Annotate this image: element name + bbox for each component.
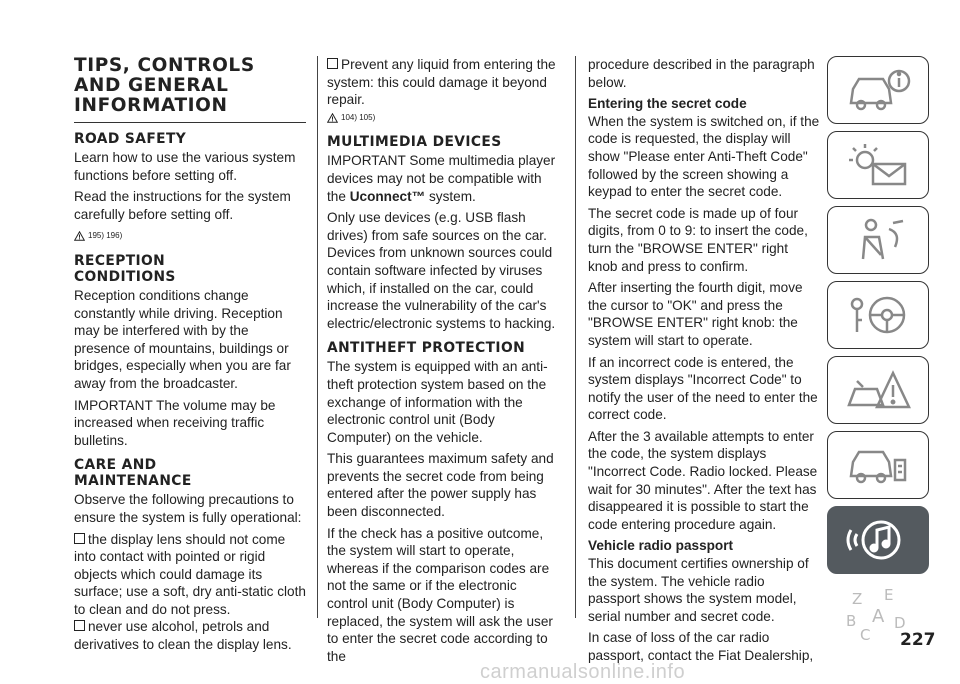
car-info-icon bbox=[843, 65, 913, 115]
road-hazard-icon bbox=[843, 365, 913, 415]
section-title-main bbox=[74, 56, 306, 123]
bullet-text: never use alcohol, petrols and derivatives to clean the display lens. bbox=[74, 619, 292, 653]
warning-triangle-icon bbox=[327, 113, 338, 123]
paragraph: Only use devices (e.g. USB flash drives) from safe sources on the car. Devices from unknown sources could contain software infected by viruses which, if installed on the car, could increase the vulnerability of the car's electric/electronic systems to hacking. bbox=[327, 210, 556, 331]
title-line: CARE AND bbox=[74, 457, 157, 474]
paragraph: This document certifies ownership of the system. The vehicle radio passport shows the system model, serial number and secret code. bbox=[588, 556, 809, 624]
steering-key-icon bbox=[843, 290, 913, 340]
reference-numbers: 104) 105) bbox=[341, 112, 376, 122]
title-line: CONDITIONS bbox=[74, 268, 176, 285]
tab-warning-lights[interactable] bbox=[827, 131, 929, 199]
bullet-square-icon bbox=[74, 533, 85, 544]
svg-text:A: A bbox=[872, 606, 885, 627]
watermark: carmanualsonline.info bbox=[480, 661, 686, 683]
paragraph: The secret code is made up of four digits, from 0 to 9: to insert the code, turn the "BROWSE ENTER" right knob and press to confirm. bbox=[588, 205, 808, 274]
tab-starting-driving[interactable] bbox=[827, 281, 929, 349]
column-divider bbox=[575, 56, 576, 618]
bullet-text: Prevent any liquid from entering the system: this could damage it beyond repair. bbox=[327, 57, 556, 108]
bullet-item bbox=[74, 618, 306, 653]
text: system. bbox=[429, 188, 476, 204]
svg-text:Z: Z bbox=[852, 590, 863, 608]
svg-text:E: E bbox=[884, 586, 894, 604]
page-number: 227 bbox=[900, 630, 936, 650]
bullet-square-icon bbox=[74, 620, 85, 631]
title-line: TIPS, CONTROLS bbox=[74, 55, 255, 76]
reference-numbers: 195) 196) bbox=[88, 231, 123, 241]
column-divider bbox=[317, 56, 318, 618]
paragraph: After inserting the fourth digit, move the cursor to "OK" and press the "BROWSE ENTER" right knob: the system will start to operate. bbox=[588, 280, 803, 348]
svg-text:B: B bbox=[846, 612, 857, 630]
paragraph: If an incorrect code is entered, the system displays "Incorrect Code" to notify the user of the need to enter the correct code. bbox=[588, 354, 818, 423]
tab-maintenance[interactable] bbox=[827, 431, 929, 499]
column-1 bbox=[74, 56, 306, 658]
svg-text:C: C bbox=[860, 626, 871, 644]
title-line: MAINTENANCE bbox=[74, 473, 192, 490]
heading-multimedia-devices: MULTIMEDIA DEVICES bbox=[327, 134, 502, 151]
heading-care-maintenance bbox=[74, 457, 306, 489]
multimedia-icon bbox=[843, 514, 913, 566]
heading-reception-conditions bbox=[74, 253, 306, 285]
paragraph: In case of loss of the car radio passport, contact the Fiat Dealership, bbox=[588, 630, 814, 663]
paragraph: After the 3 available attempts to enter the code, the system displays "Incorrect Code. Radio locked. Please wait for 30 minutes". After the text has disappeared it is possible to start the code entering procedure again. bbox=[588, 428, 818, 532]
warning-reference bbox=[327, 109, 559, 127]
heading-entering-secret-code: Entering the secret code bbox=[588, 96, 747, 112]
lights-warning-icon bbox=[843, 140, 913, 190]
title-line: AND GENERAL bbox=[74, 75, 229, 96]
tab-safety[interactable] bbox=[827, 206, 929, 274]
paragraph: The system is equipped with an anti-theft protection system based on the exchange of information with the electronic control unit (Body Computer) on the vehicle. bbox=[327, 359, 548, 445]
paragraph: This guarantees maximum safety and prevents the secret code from being entered after the power supply has been disconnected. bbox=[327, 451, 554, 520]
paragraph: procedure described in the paragraph below. bbox=[588, 57, 815, 90]
tab-emergency[interactable] bbox=[827, 356, 929, 424]
paragraph: IMPORTANT The volume may be increased when receiving traffic bulletins. bbox=[74, 397, 276, 448]
column-3 bbox=[588, 56, 820, 669]
column-2 bbox=[327, 56, 559, 669]
chapter-tabs bbox=[827, 56, 929, 656]
warning-reference bbox=[74, 227, 306, 245]
warning-triangle-icon bbox=[74, 231, 85, 241]
bullet-square-icon bbox=[327, 58, 338, 69]
svg-text:D: D bbox=[894, 614, 906, 632]
heading-road-safety: ROAD SAFETY bbox=[74, 131, 187, 147]
heading-antitheft-protection: ANTITHEFT PROTECTION bbox=[327, 340, 526, 357]
paragraph: Read the instructions for the system carefully before setting off. bbox=[74, 189, 291, 222]
bullet-text: the display lens should not come into contact with pointed or rigid objects which could damage its surface; use a soft, dry anti-static cloth to clean and do not press. bbox=[74, 531, 306, 617]
car-service-icon bbox=[843, 440, 913, 490]
product-name: Uconnect™ bbox=[349, 188, 426, 204]
paragraph: Reception conditions change constantly while driving. Reception may be interfered with by the presence of mountains, buildings or bridges, especially when you are far away from the broadcaster. bbox=[74, 287, 291, 391]
paragraph: Learn how to use the various system functions before setting off. bbox=[74, 150, 296, 183]
tab-multimedia[interactable] bbox=[827, 506, 929, 574]
seatbelt-airbag-icon bbox=[843, 215, 913, 265]
bullet-item bbox=[327, 56, 559, 109]
paragraph: When the system is switched on, if the code is requested, the display will show "Please enter Anti-Theft Code" followed by the screen showing a keypad to enter the secret code. bbox=[588, 113, 820, 200]
bullet-item bbox=[74, 531, 306, 619]
title-line: INFORMATION bbox=[74, 95, 228, 116]
paragraph: If the check has a positive outcome, the system will start to operate, whereas if the comparison codes are not the same or if the electronic control unit (Body Computer) is replaced, the system will ask the user to enter the secret code according to the bbox=[327, 525, 553, 664]
tab-dashboard[interactable] bbox=[827, 56, 929, 124]
paragraph: Observe the following precautions to ensure the system is fully operational: bbox=[74, 492, 302, 525]
text: IMPORTANT Some multimedia player devices may not be compatible with the bbox=[327, 153, 556, 204]
paragraph bbox=[327, 152, 559, 205]
title-line: RECEPTION bbox=[74, 252, 166, 269]
heading-vehicle-radio-passport: Vehicle radio passport bbox=[588, 538, 734, 554]
